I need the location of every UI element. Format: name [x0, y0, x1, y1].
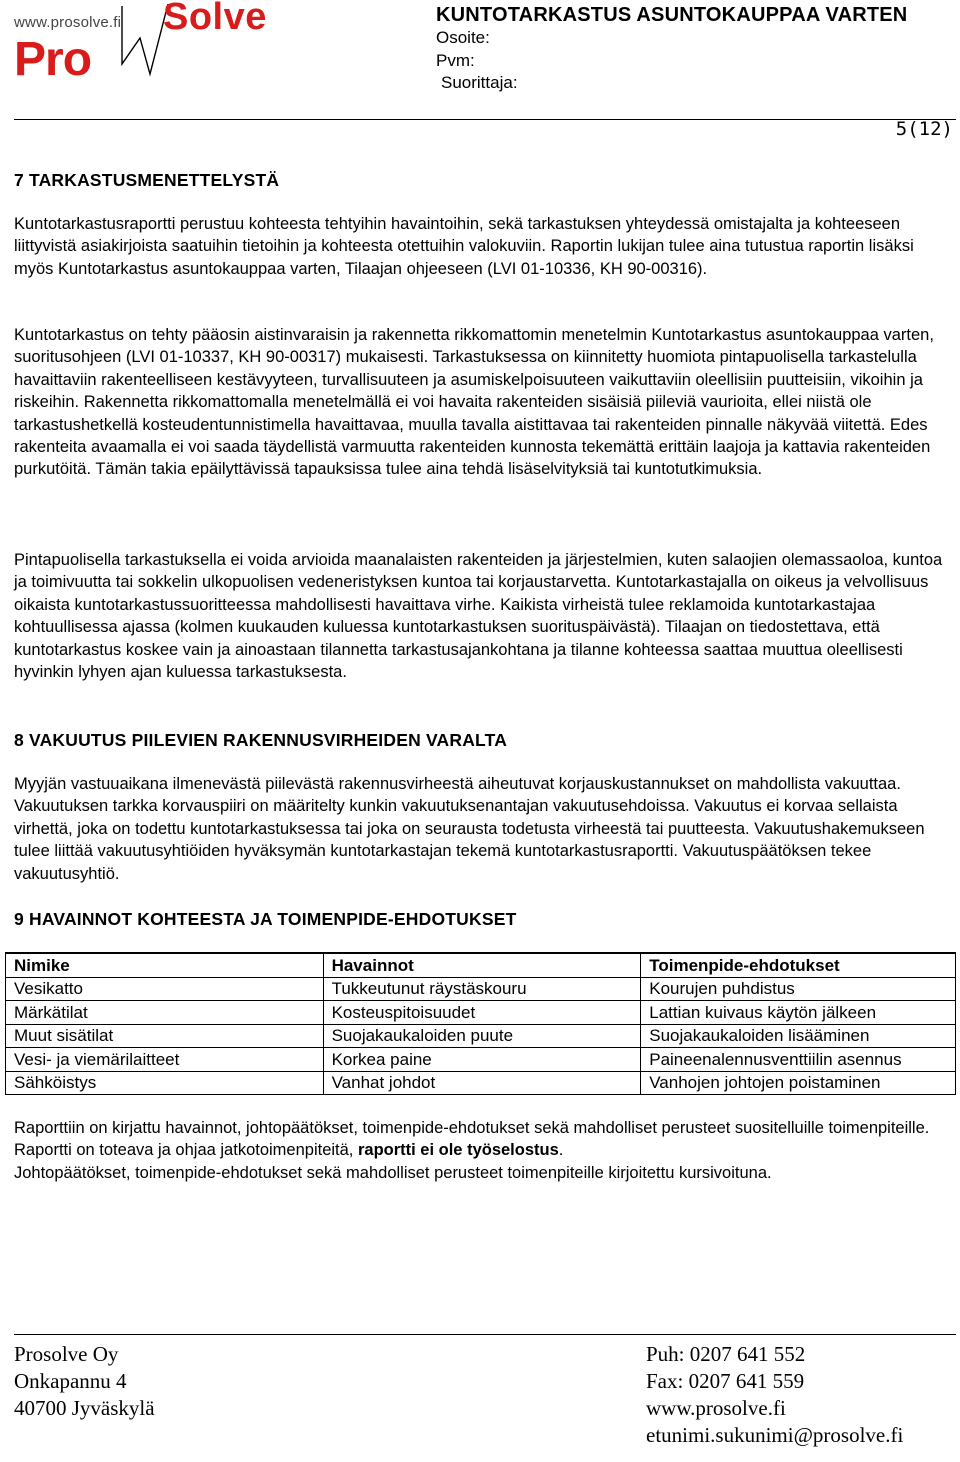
column-header: Toimenpide-ehdotukset: [641, 953, 956, 977]
closing-emphasis: raportti ei ole työselostus: [357, 1141, 559, 1160]
section-9-heading: 9 HAVAINNOT KOHTEESTA JA TOIMENPIDE-EHDOTUKSET: [14, 909, 517, 929]
column-header: Havainnot: [323, 953, 641, 977]
table-cell: Vesi- ja viemärilaitteet: [6, 1048, 324, 1072]
section-9-closing-paragraph: [14, 1117, 954, 1184]
table-cell: Kourujen puhdistus: [641, 977, 956, 1001]
table-row: [6, 1071, 956, 1095]
table-cell: Sähköistys: [6, 1071, 324, 1095]
section-8-heading: 8 VAKUUTUS PIILEVIEN RAKENNUSVIRHEIDEN VARALTA: [14, 730, 508, 750]
table-cell: Paineenalennusventtiilin asennus: [641, 1048, 956, 1072]
table-cell: Suojakaukaloiden lisääminen: [641, 1024, 956, 1048]
table-cell: Märkätilat: [6, 1001, 324, 1025]
footer-website[interactable]: www.prosolve.fi: [646, 1396, 786, 1420]
column-header: Nimike: [6, 953, 324, 977]
header-divider: [14, 119, 956, 120]
footer-phone: Puh: 0207 641 552: [646, 1342, 806, 1366]
page-header: [0, 0, 960, 120]
table-row: [6, 1001, 956, 1025]
table-cell: Korkea paine: [323, 1048, 641, 1072]
inspector-label: Suorittaja:: [441, 73, 518, 92]
findings-table: [5, 952, 956, 1095]
table-cell: Vanhojen johtojen poistaminen: [641, 1071, 956, 1095]
closing-line-2: Johtopäätökset, toimenpide-ehdotukset sekä mahdolliset perusteet toimenpiteille kirjoitettu kursivoituna.: [14, 1163, 772, 1182]
logo-url: www.prosolve.fi: [14, 14, 122, 31]
footer-city: 40700 Jyväskylä: [14, 1396, 155, 1420]
logo-solve-text: Solve: [163, 0, 267, 38]
footer-street: Onkapannu 4: [14, 1369, 127, 1393]
table-cell: Kosteuspitoisuudet: [323, 1001, 641, 1025]
table-row: [6, 1024, 956, 1048]
table-row: [6, 977, 956, 1001]
page-number: 5(12): [895, 118, 953, 140]
footer-company: Prosolve Oy: [14, 1342, 119, 1366]
section-8-paragraph: Myyjän vastuuaikana ilmenevästä piilevästä rakennusvirheestä aiheutuvat korjauskustannukset on mahdollista vakuuttaa. Vakuutuksen tarkka korvauspiiri on määritelty kunkin vakuutuksenantajan vakuutusehdoissa. Vakuutus ei korvaa sellaista virhettä, joka on todettu kuntotarkastuksessa tai joka on seurausta todetusta virheestä tai puutteesta. Vakuutushakemukseen tulee liittää vakuutusyhtiöiden hyväksymän kuntotarkastajan tekemä kuntotarkastusraportti. Vakuutuspäätöksen tekee vakuutusyhtiö.: [14, 775, 925, 883]
table-cell: Lattian kuivaus käytön jälkeen: [641, 1001, 956, 1025]
footer-fax: Fax: 0207 641 559: [646, 1369, 805, 1393]
section-7-heading: 7 TARKASTUSMENETTELYSTÄ: [14, 170, 280, 190]
section-7-paragraph: Kuntotarkastus on tehty pääosin aistinvaraisin ja rakennetta rikkomattomin menetelmin Kuntotarkastus asuntokauppaa varten, suoritusohjeen (LVI 01-10337, KH 90-00317) mukaisesti. Tarkastuksessa on kiinnitetty huomiota pintapuolisella tarkastelulla havaittaviin rakenteelliseen kestävyyteen, turvallisuuteen ja asumiskelpoisuuteen vaikuttaviin oleellisiin puutteisiin, vikoihin ja riskeihin. Rakennetta rikkomattomalla menetelmällä ei voi havaita rakenteiden sisäisiä piileviä vaurioita, ellei niistä ole tarkastushetkellä kosteudentunnistimella havaittavaa, muulla tavalla aistittavaa tai rakenteiden pinnalle näkyvää viitettä. Edes rakenteita avaamalla ei voi saada täydellistä varmuutta rakenteiden kunnosta tekemättä erittäin laajoja ja kattavia rakenteiden purkutöitä. Tämän takia epäilyttävissä tapauksissa tulee aina tehdä lisäselvityksiä tai kuntotutkimuksia.: [14, 326, 934, 479]
date-label: Pvm:: [436, 51, 475, 70]
table-cell: Vanhat johdot: [323, 1071, 641, 1095]
closing-period: .: [558, 1141, 564, 1160]
address-label: Osoite:: [436, 28, 490, 47]
table-row: [6, 1048, 956, 1072]
document-title: KUNTOTARKASTUS ASUNTOKAUPPAA VARTEN: [436, 4, 908, 26]
logo-pro-text: Pro: [14, 33, 92, 86]
footer-divider: [14, 1334, 956, 1335]
table-cell: Muut sisätilat: [6, 1024, 324, 1048]
section-7-paragraph: Pintapuolisella tarkastuksella ei voida arvioida maanalaisten rakenteiden ja järjestelmien, kuten salaojien olemassaoloa, kuntoa ja toimivuutta tai sokkelin ulkopuolisen vedeneristyksen kuntoa tai korjaustarvetta. Kuntotarkastajalla on oikeus ja velvollisuus oikaista kuntotarkastussuoritteessa mahdollisesti havaittava virhe. Kaikista virheistä tulee reklamoida kuntotarkastajaa kohtuullisessa ajassa (kolmen kuukauden kuluessa kuntotarkastuksen suorituspäivästä). Tilaajan on tiedostettava, että kuntotarkastus koskee vain ja ainoastaan tilannetta tarkastusajankohtana ja tilanne kohteessa saattaa muuttua oleellisesti hyvinkin lyhyen ajan kuluessa tarkastuksesta.: [14, 551, 943, 682]
closing-text: Raporttiin on kirjattu havainnot, johtopäätökset, toimenpide-ehdotukset sekä mahdolliset perusteet suositelluille toimenpiteille. Raportti on toteava ja ohjaa jatkotoimenpiteitä,: [14, 1119, 930, 1160]
table-cell: Tukkeutunut räystäskouru: [323, 977, 641, 1001]
table-cell: Vesikatto: [6, 977, 324, 1001]
footer-email[interactable]: etunimi.sukunimi@prosolve.fi: [646, 1423, 904, 1447]
table-header-row: [6, 953, 956, 977]
table-cell: Suojakaukaloiden puute: [323, 1024, 641, 1048]
section-7-paragraph: Kuntotarkastusraportti perustuu kohteesta tehtyihin havaintoihin, sekä tarkastuksen yhteydessä omistajalta ja kohteeseen liittyvistä asiakirjoista saatuihin tietoihin ja kohteesta otettuihin valokuviin. Raportin lukijan tulee aina tutustua raportin lisäksi myös Kuntotarkastus asuntokauppaa varten, Tilaajan ohjeeseen (LVI 01-10336, KH 90-00316).: [14, 215, 914, 278]
